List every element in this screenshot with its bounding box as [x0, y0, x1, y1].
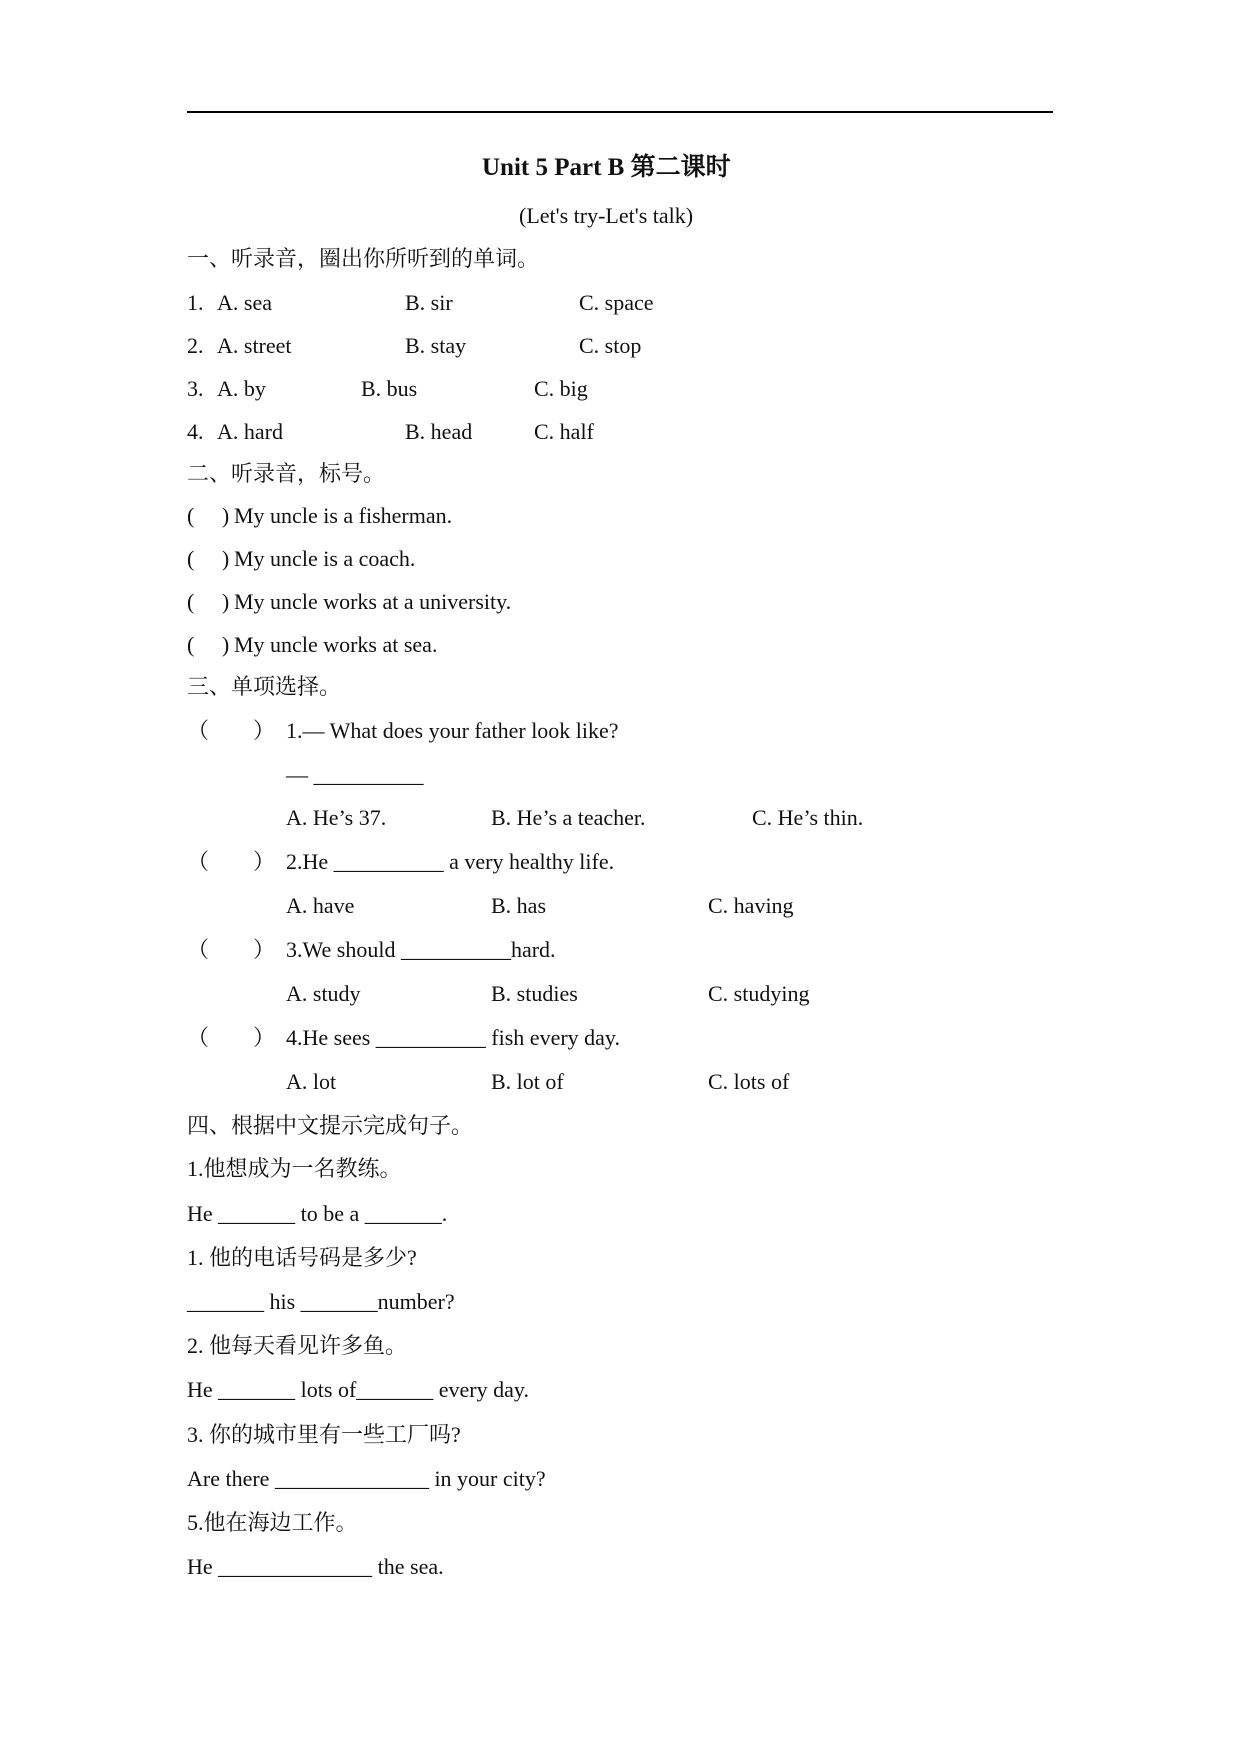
s1-item2-option-a: A. street — [217, 333, 292, 358]
section2-heading: 二、听录音，标号。 — [187, 461, 386, 486]
s3-q3-option-b: B. studies — [491, 981, 578, 1006]
s2-item3-paren: ( ) — [187, 589, 230, 614]
s3-q4-option-b: B. lot of — [491, 1069, 564, 1094]
s2-item1-paren: ( ) — [187, 503, 230, 528]
s4-item1-sentence: He _______ to be a _______. — [187, 1201, 448, 1226]
s3-q4-option-c: C. lots of — [708, 1069, 790, 1094]
s4-item3-chinese: 2. 他每天看见许多鱼。 — [187, 1333, 408, 1358]
s4-item3-sentence: He _______ lots of_______ every day. — [187, 1377, 529, 1402]
s3-q3-paren: （ ） — [187, 937, 276, 962]
s1-item1-option-a: A. sea — [217, 290, 272, 315]
s1-item2-number: 2. — [187, 333, 204, 358]
s1-item3-option-a: A. by — [217, 376, 266, 401]
s3-q2-option-a: A. have — [286, 893, 355, 918]
s3-q4-option-a: A. lot — [286, 1069, 337, 1094]
page-subtitle: (Let's try-Let's talk) — [519, 203, 694, 228]
header-rule — [187, 111, 1053, 113]
s2-item1-text: My uncle is a fisherman. — [234, 503, 453, 528]
s2-item2-text: My uncle is a coach. — [234, 546, 416, 571]
s1-item2-option-c: C. stop — [579, 333, 642, 358]
s3-q2-option-c: C. having — [708, 893, 794, 918]
s4-item2-chinese: 1. 他的电话号码是多少? — [187, 1245, 417, 1270]
s1-item3-number: 3. — [187, 376, 204, 401]
s3-q4-paren: （ ） — [187, 1025, 276, 1050]
s3-q1-paren: （ ） — [187, 718, 276, 743]
s4-item1-chinese: 1.他想成为一名教练。 — [187, 1156, 402, 1181]
s3-q3-option-c: C. studying — [708, 981, 810, 1006]
s3-q3-stem: 3.We should __________hard. — [286, 937, 556, 962]
s4-item4-chinese: 3. 你的城市里有一些工厂吗? — [187, 1422, 461, 1447]
s1-item1-number: 1. — [187, 290, 204, 315]
section4-heading: 四、根据中文提示完成句子。 — [187, 1113, 474, 1138]
s4-item4-sentence: Are there ______________ in your city? — [187, 1466, 546, 1491]
s3-q4-stem: 4.He sees __________ fish every day. — [286, 1025, 620, 1050]
s1-item4-option-a: A. hard — [217, 419, 283, 444]
s3-q2-stem: 2.He __________ a very healthy life. — [286, 849, 615, 874]
s1-item3-option-c: C. big — [534, 376, 588, 401]
s3-q1-option-a: A. He’s 37. — [286, 805, 387, 830]
s3-q1-answer-line: — __________ — [286, 762, 424, 787]
page-title: Unit 5 Part B 第二课时 — [482, 154, 731, 181]
s4-item5-sentence: He ______________ the sea. — [187, 1554, 444, 1579]
s4-item2-sentence: _______ his _______number? — [187, 1289, 455, 1314]
s1-item2-option-b: B. stay — [405, 333, 467, 358]
s1-item1-option-b: B. sir — [405, 290, 453, 315]
s3-q1-option-c: C. He’s thin. — [752, 805, 864, 830]
s2-item4-text: My uncle works at sea. — [234, 632, 438, 657]
s3-q1-stem: 1.— What does your father look like? — [286, 718, 619, 743]
s3-q3-option-a: A. study — [286, 981, 361, 1006]
s2-item2-paren: ( ) — [187, 546, 230, 571]
s1-item3-option-b: B. bus — [361, 376, 418, 401]
s3-q2-option-b: B. has — [491, 893, 546, 918]
s1-item4-option-c: C. half — [534, 419, 594, 444]
s3-q1-option-b: B. He’s a teacher. — [491, 805, 646, 830]
s1-item4-number: 4. — [187, 419, 204, 444]
s1-item1-option-c: C. space — [579, 290, 654, 315]
section1-heading: 一、听录音，圈出你所听到的单词。 — [187, 246, 540, 271]
s3-q2-paren: （ ） — [187, 849, 276, 874]
s2-item4-paren: ( ) — [187, 632, 230, 657]
section3-heading: 三、单项选择。 — [187, 674, 342, 699]
s4-item5-chinese: 5.他在海边工作。 — [187, 1510, 358, 1535]
s1-item4-option-b: B. head — [405, 419, 473, 444]
s2-item3-text: My uncle works at a university. — [234, 589, 512, 614]
